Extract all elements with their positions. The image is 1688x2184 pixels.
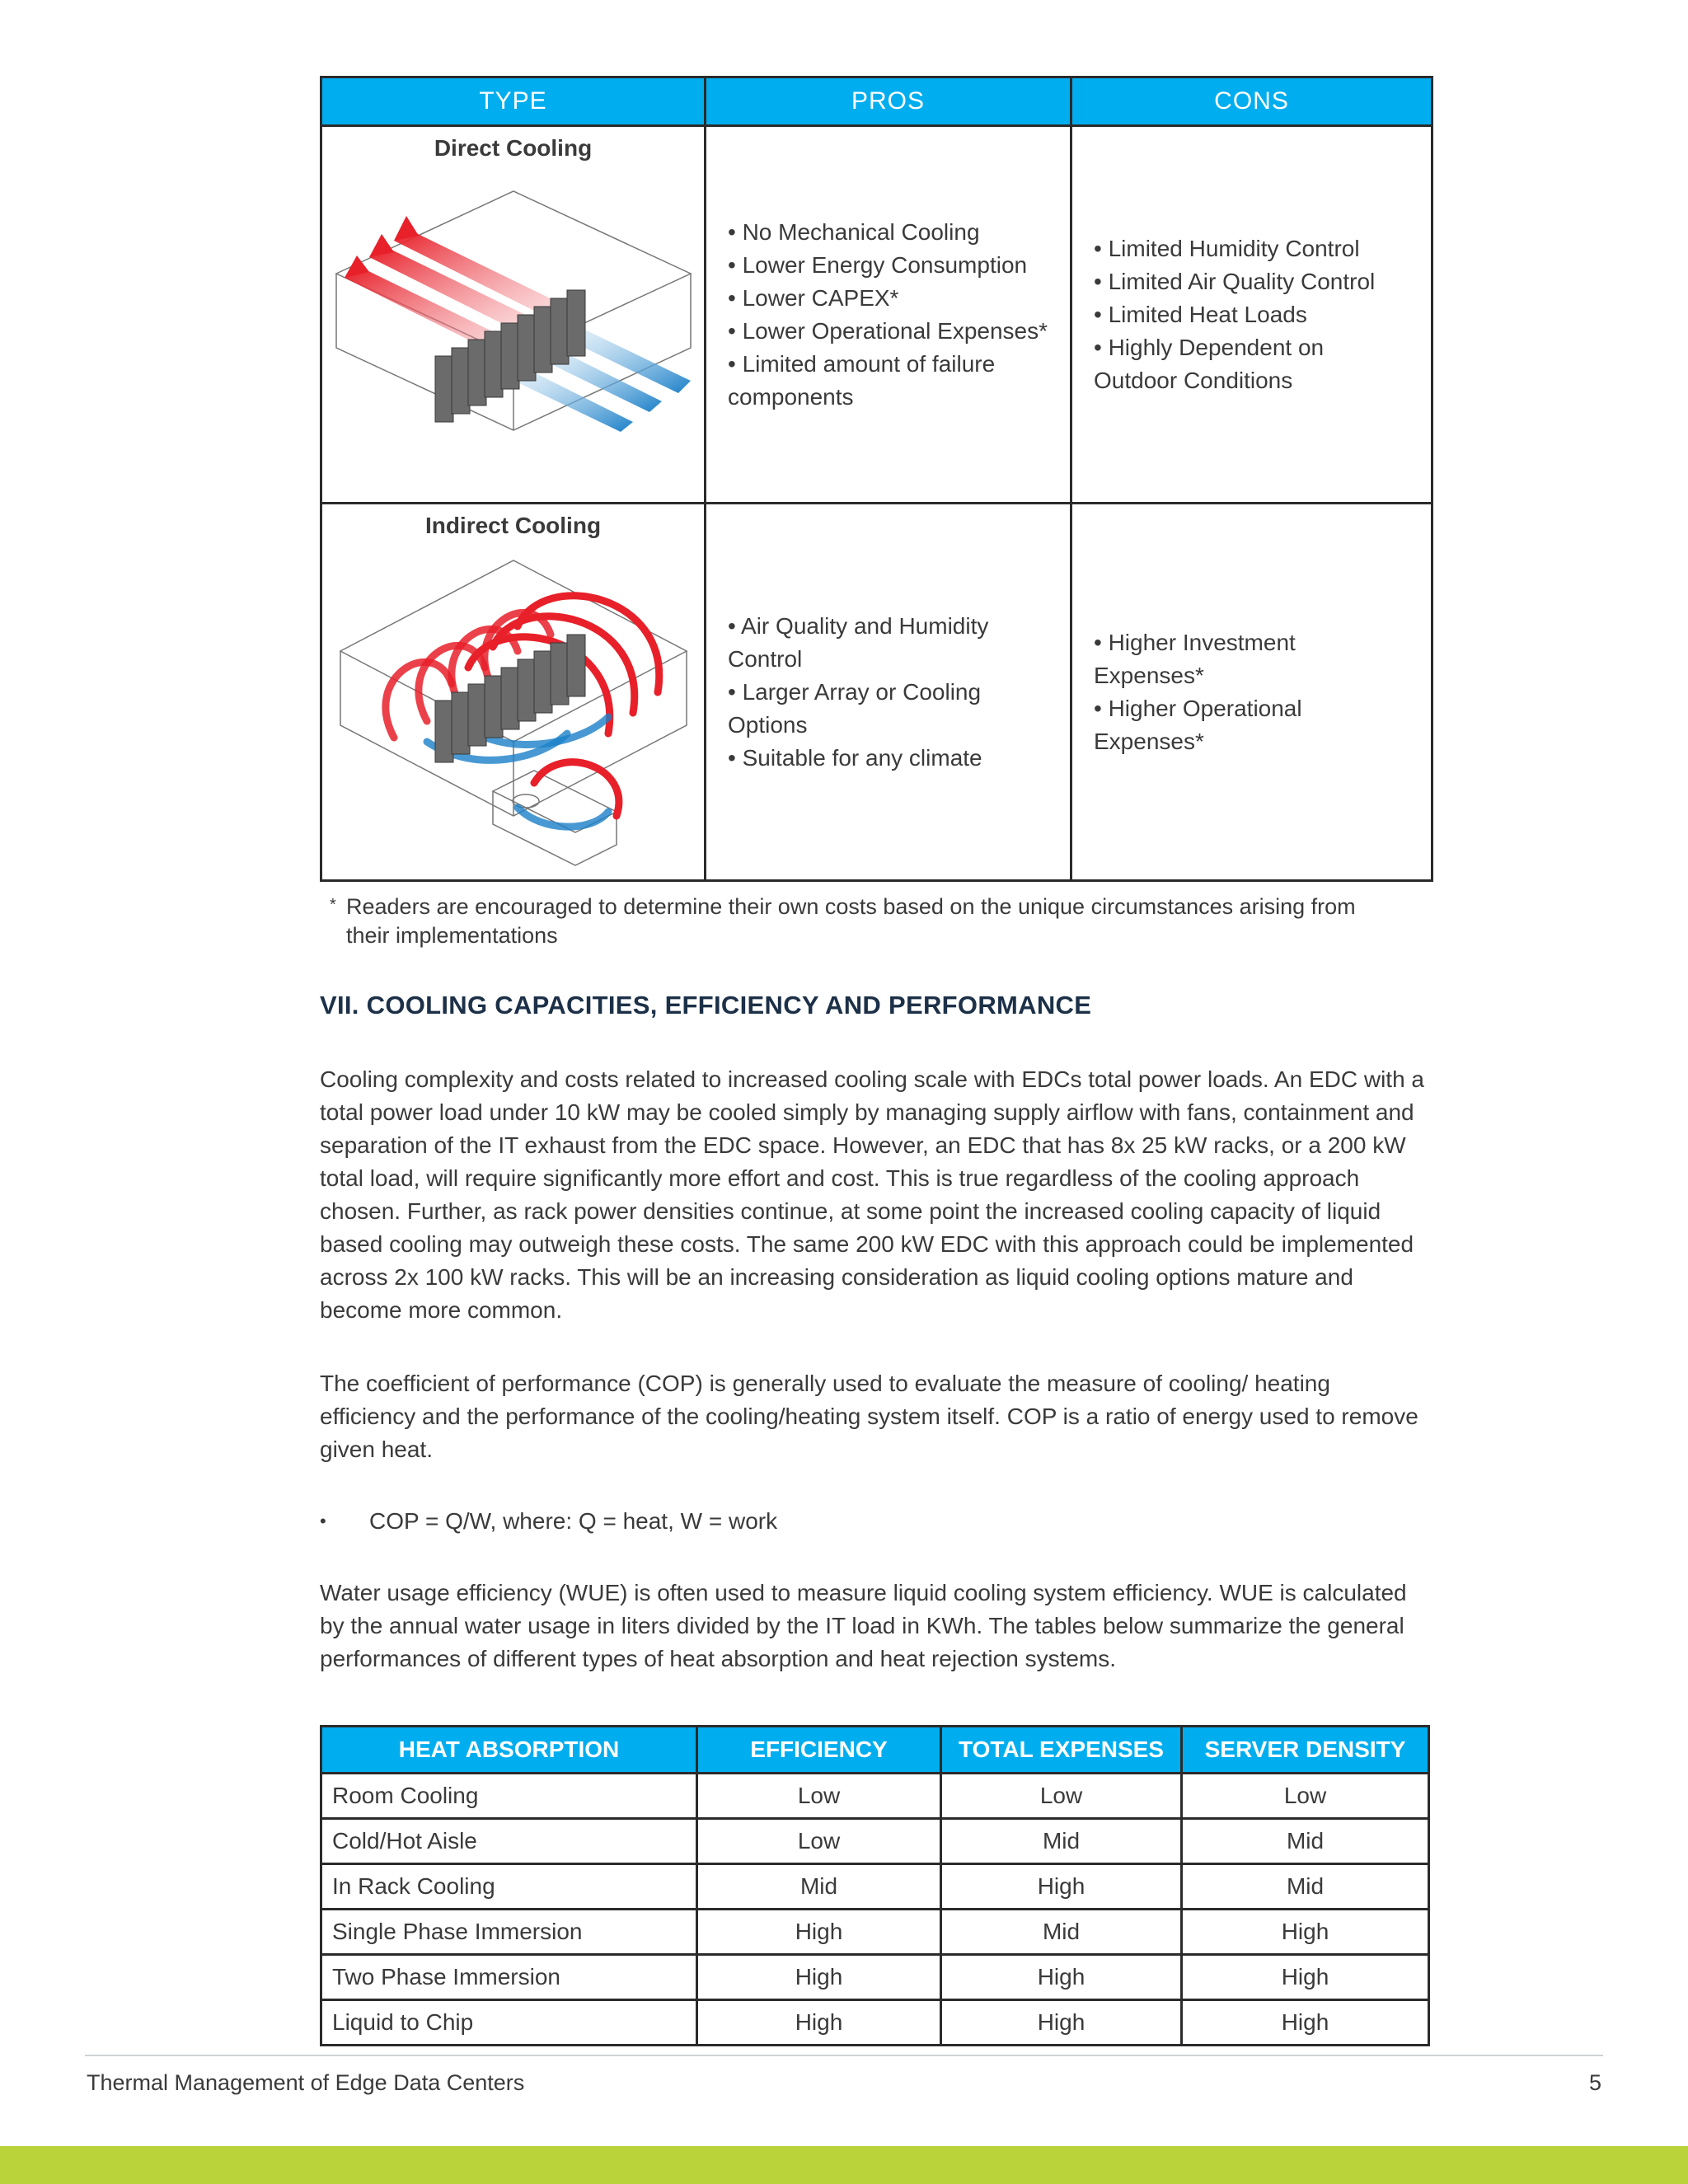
cell-efficiency: High	[697, 2000, 941, 2046]
cons-item: • Limited Air Quality Control	[1094, 268, 1376, 294]
cons-item: • Higher Investment Expenses*	[1094, 629, 1296, 688]
header-cons: CONS	[1071, 77, 1432, 126]
pros-item: • Lower Operational Expenses*	[728, 317, 1048, 344]
header-efficiency: EFFICIENCY	[697, 1727, 941, 1774]
header-pros: PROS	[706, 77, 1071, 126]
cell-method: In Rack Cooling	[321, 1864, 697, 1910]
direct-cooling-illustration	[328, 166, 699, 488]
paragraph-cooling-complexity: Cooling complexity and costs related to increased cooling scale with EDCs total power loads. An EDC with a total power load under 10 kW may be cooled simply by managing supply airflow with fans, containment and separation of the IT exhaust from the EDC space. However, an EDC that has 8x 25 kW racks, or a 200 kW total load, will require significantly more effort and cost. This is true regardless of the cooling approach chosen. Further, as rack power densities continue, at some point the increased cooling capacity of liquid based cooling may outweigh these costs. The same 200 kW EDC with this approach could be implemented across 2x 100 kW racks. This will be an increasing consideration as liquid cooling options mature and become more common.	[320, 1066, 1424, 1323]
cons-cell-direct	[1071, 126, 1432, 504]
footer-document-title: Thermal Management of Edge Data Centers	[87, 2070, 525, 2095]
cell-density: Low	[1182, 1774, 1429, 1819]
cell-density: High	[1182, 1910, 1429, 1955]
table-row	[321, 2000, 1429, 2046]
table-header-row	[321, 77, 1432, 126]
pros-item: • Suitable for any climate	[728, 744, 982, 771]
pros-item: • Lower Energy Consumption	[728, 251, 1028, 278]
cell-density: High	[1182, 2000, 1429, 2046]
table-row	[321, 1774, 1429, 1819]
paragraph-wue: Water usage efficiency (WUE) is often used to measure liquid cooling system efficiency. WUE is calculated by the annual water usage in liters divided by the IT load in KWh. The tables below summarize the general performances of different types of heat absorption and heat rejection systems.	[320, 1580, 1407, 1671]
cell-efficiency: Low	[697, 1819, 941, 1864]
table-row	[321, 1910, 1429, 1955]
cell-expenses: High	[941, 1955, 1182, 2000]
pros-item: • No Mechanical Cooling	[728, 218, 980, 245]
heat-header-row	[321, 1727, 1429, 1774]
paragraph-cop: The coefficient of performance (COP) is generally used to evaluate the measure of cooling/ heating efficiency and the performance of the cooling/heating system itself. COP is a ratio of energy used to remove given heat.	[320, 1371, 1418, 1462]
type-title-indirect: Indirect Cooling	[424, 513, 602, 538]
bullet-icon: •	[320, 1511, 326, 1531]
cons-item: • Limited Humidity Control	[1094, 235, 1360, 261]
footnote-text: Readers are encouraged to determine their own costs based on the unique circumstances arising from their implementations	[346, 894, 1356, 948]
indirect-cooling-illustration	[328, 544, 699, 869]
header-total-expenses: TOTAL EXPENSES	[941, 1727, 1182, 1774]
table-row	[321, 1819, 1429, 1864]
cell-efficiency: High	[697, 1910, 941, 1955]
cell-efficiency: High	[697, 1955, 941, 2000]
table-row	[321, 1955, 1429, 2000]
cell-method: Room Cooling	[321, 1774, 697, 1819]
cell-density: Mid	[1182, 1819, 1429, 1864]
cell-density: High	[1182, 1955, 1429, 2000]
cell-expenses: High	[941, 1864, 1182, 1910]
cop-formula-text: COP = Q/W, where: Q = heat, W = work	[369, 1508, 778, 1534]
cell-density: Mid	[1182, 1864, 1429, 1910]
footer-color-band	[0, 2146, 1688, 2184]
pros-item: • Larger Array or Cooling Options	[728, 678, 982, 738]
header-server-density: SERVER DENSITY	[1182, 1727, 1429, 1774]
pros-cell-direct	[706, 126, 1071, 504]
cell-expenses: Low	[941, 1774, 1182, 1819]
footer-divider	[85, 2055, 1603, 2056]
type-cell-direct	[321, 126, 706, 504]
table-row-indirect-cooling	[321, 504, 1432, 881]
pros-item: • Limited amount of failure components	[728, 350, 996, 410]
pros-cell-indirect	[706, 504, 1071, 881]
cons-item: • Higher Operational Expenses*	[1094, 695, 1302, 754]
cell-method: Cold/Hot Aisle	[321, 1819, 697, 1864]
pros-item: • Air Quality and Humidity Control	[728, 612, 989, 672]
cons-item: • Highly Dependent on Outdoor Conditions	[1094, 334, 1325, 393]
cons-cell-indirect	[1071, 504, 1432, 881]
cell-method: Two Phase Immersion	[321, 1955, 697, 2000]
cell-expenses: Mid	[941, 1819, 1182, 1864]
type-cell-indirect	[321, 504, 706, 881]
heat-absorption-table	[320, 1725, 1430, 2046]
header-heat-absorption: HEAT ABSORPTION	[321, 1727, 697, 1774]
cell-method: Liquid to Chip	[321, 2000, 697, 2046]
cell-method: Single Phase Immersion	[321, 1910, 697, 1955]
cell-expenses: Mid	[941, 1910, 1182, 1955]
cell-efficiency: Mid	[697, 1864, 941, 1910]
type-title-direct: Direct Cooling	[434, 135, 593, 161]
footnote	[330, 893, 1401, 950]
pros-item: • Lower CAPEX*	[728, 284, 899, 311]
cell-efficiency: Low	[697, 1774, 941, 1819]
page-number: 5	[1588, 2070, 1601, 2095]
table-row	[321, 1864, 1429, 1910]
footnote-star: *	[330, 896, 336, 914]
cell-expenses: High	[941, 2000, 1182, 2046]
cooling-type-table	[320, 76, 1433, 882]
cons-item: • Limited Heat Loads	[1094, 301, 1307, 327]
table-row-direct-cooling	[321, 126, 1432, 504]
header-type: TYPE	[321, 77, 706, 126]
section-title: VII. COOLING CAPACITIES, EFFICIENCY AND PERFORMANCE	[320, 991, 1092, 1019]
